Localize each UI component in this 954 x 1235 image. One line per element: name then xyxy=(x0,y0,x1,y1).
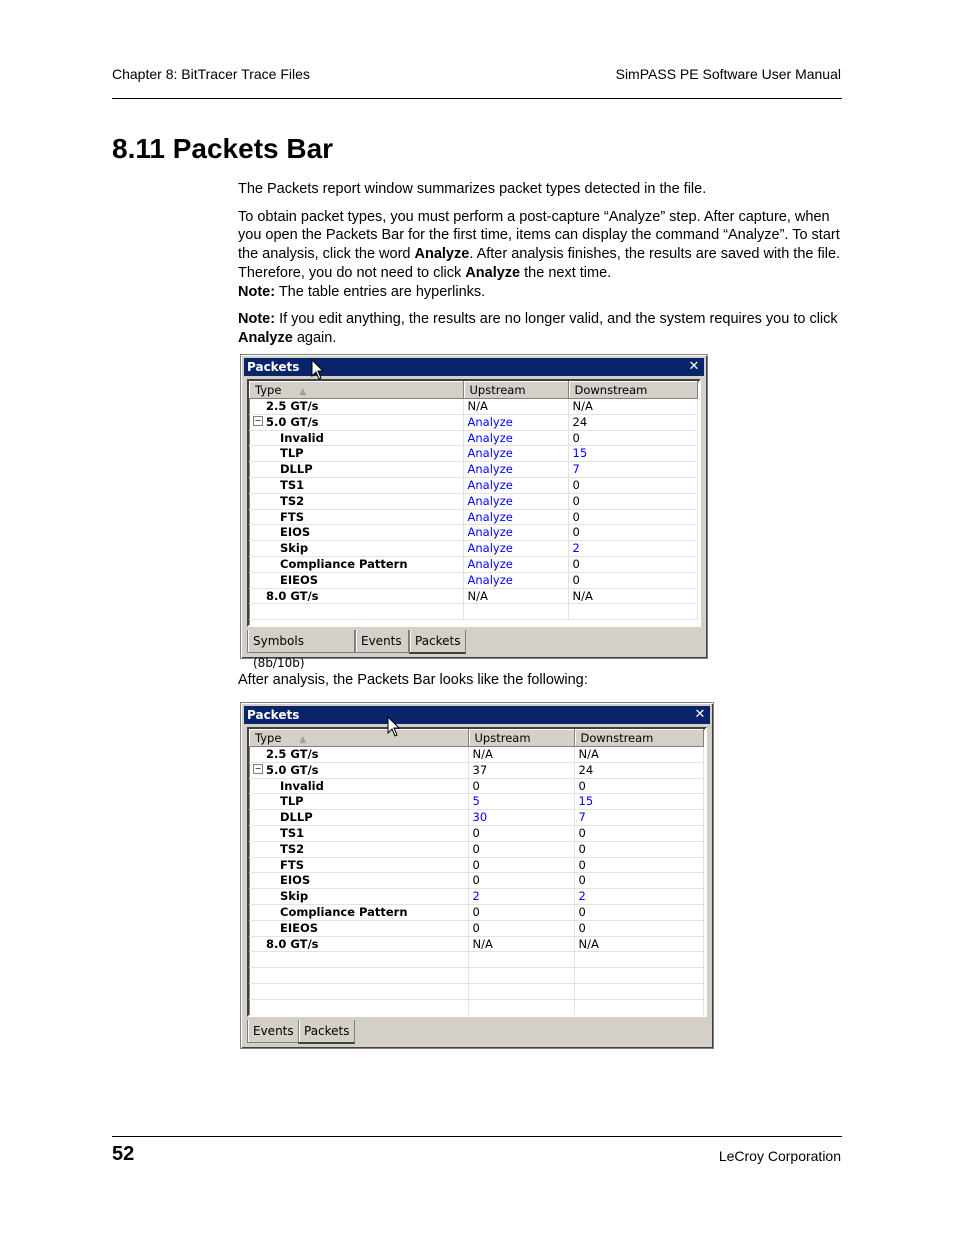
column-header-type[interactable] xyxy=(249,729,468,747)
cell-downstream[interactable]: 7 xyxy=(574,810,703,826)
footer-rule xyxy=(112,1136,842,1137)
cell-downstream: 24 xyxy=(574,762,703,778)
note-label: Note: xyxy=(238,283,276,300)
packets-table-body xyxy=(249,399,697,620)
text-run: To obtain packet types, you must perform a post-capture “Analyze” step. After capture, when you open the Packets Bar for the first time, items can display the command “Analyze”. To start the analysis, click the word xyxy=(238,208,840,263)
window-title: Packets xyxy=(247,360,300,374)
packet-type-label: Compliance Pattern xyxy=(280,904,408,919)
note-hyperlinks xyxy=(238,283,844,302)
cell-type[interactable] xyxy=(249,509,463,525)
packet-type-label: 5.0 GT/s xyxy=(266,762,319,777)
packet-type-label: TS1 xyxy=(280,825,305,840)
cell-downstream: 0 xyxy=(568,430,697,446)
tab-events[interactable]: Events xyxy=(355,630,409,653)
cell-type[interactable] xyxy=(249,525,463,541)
cell-type[interactable] xyxy=(249,414,463,430)
cell-downstream xyxy=(574,999,703,1015)
packet-type-label: Compliance Pattern xyxy=(280,556,408,571)
text-run: The table entries are hyperlinks. xyxy=(275,283,486,300)
packet-type-label: DLLP xyxy=(280,810,313,825)
packet-type-label: EIEOS xyxy=(280,920,319,935)
cell-upstream[interactable]: Analyze xyxy=(463,541,568,557)
cell-upstream[interactable]: 2 xyxy=(468,889,574,905)
cell-type[interactable] xyxy=(249,810,468,826)
cell-type[interactable] xyxy=(249,572,463,588)
cell-upstream[interactable]: Analyze xyxy=(463,414,568,430)
cell-type[interactable] xyxy=(249,462,463,478)
cell-upstream[interactable]: Analyze xyxy=(463,446,568,462)
text-run-bold: Analyze xyxy=(414,246,470,263)
packet-type-label: TLP xyxy=(280,446,304,461)
table-row[interactable] xyxy=(249,920,703,936)
page-header-chapter: Chapter 8: BitTracer Trace Files xyxy=(112,66,310,82)
cell-type[interactable] xyxy=(249,904,468,920)
tab-events[interactable]: Events xyxy=(247,1020,299,1043)
cell-upstream xyxy=(468,999,574,1015)
packet-type-label: 2.5 GT/s xyxy=(266,399,319,413)
table-row[interactable] xyxy=(249,904,703,920)
cell-downstream: 24 xyxy=(568,414,697,430)
close-icon[interactable]: ✕ xyxy=(688,359,700,374)
sort-arrow-icon: ▲ xyxy=(299,386,307,397)
cell-type[interactable] xyxy=(249,841,468,857)
packet-type-label: 8.0 GT/s xyxy=(266,936,319,951)
packet-type-label: TS2 xyxy=(280,493,305,508)
text-run: again. xyxy=(292,329,337,346)
cell-downstream: 0 xyxy=(568,493,697,509)
column-label: Type xyxy=(255,730,282,745)
cell-upstream[interactable]: 30 xyxy=(468,810,574,826)
cell-downstream xyxy=(574,968,703,984)
packet-type-label: Invalid xyxy=(280,430,324,445)
cell-upstream: 0 xyxy=(468,873,574,889)
cell-upstream xyxy=(468,968,574,984)
packet-type-label: EIOS xyxy=(280,525,311,540)
cell-type[interactable] xyxy=(249,588,463,604)
table-row[interactable] xyxy=(249,952,703,968)
text-run-bold: Analyze xyxy=(465,264,521,281)
table-row[interactable] xyxy=(249,556,697,572)
packets-grid-frame xyxy=(247,379,701,627)
cell-downstream: 0 xyxy=(574,841,703,857)
page-number: 52 xyxy=(112,1143,135,1165)
column-header-upstream[interactable]: Upstream xyxy=(463,381,568,399)
cell-upstream[interactable]: 5 xyxy=(468,794,574,810)
cell-type[interactable] xyxy=(249,794,468,810)
cell-downstream xyxy=(568,604,697,620)
cell-upstream xyxy=(468,952,574,968)
cell-downstream[interactable]: 15 xyxy=(568,446,697,462)
cell-upstream[interactable]: Analyze xyxy=(463,556,568,572)
cell-upstream: 0 xyxy=(468,778,574,794)
column-header-upstream[interactable]: Upstream xyxy=(468,729,574,747)
section-title: 8.11 Packets Bar xyxy=(112,133,334,164)
table-row[interactable] xyxy=(249,572,697,588)
cell-type[interactable] xyxy=(249,477,463,493)
mouse-cursor-icon xyxy=(311,359,325,381)
packet-type-label: TLP xyxy=(280,794,304,809)
column-label: Type xyxy=(255,382,282,397)
cell-type[interactable] xyxy=(249,857,468,873)
packet-type-label: DLLP xyxy=(280,462,313,477)
text-run-bold: Analyze xyxy=(238,329,293,346)
mouse-cursor-icon xyxy=(387,716,401,738)
cell-downstream: N/A xyxy=(574,936,703,952)
cell-upstream[interactable]: Analyze xyxy=(463,493,568,509)
text-run: If you edit anything, the results are no longer valid, and the system requires you to click xyxy=(275,311,838,328)
table-row[interactable] xyxy=(249,778,703,794)
table-row[interactable] xyxy=(249,841,703,857)
cell-upstream xyxy=(463,604,568,620)
window-title-bar xyxy=(244,706,710,724)
column-header-type[interactable] xyxy=(249,381,463,399)
cell-type[interactable] xyxy=(249,541,463,557)
cell-downstream xyxy=(574,983,703,999)
cell-upstream[interactable]: Analyze xyxy=(463,477,568,493)
cell-type[interactable] xyxy=(249,556,463,572)
paragraph-intro: The Packets report window summarizes packet types detected in the file. xyxy=(238,181,707,197)
packet-type-label: 5.0 GT/s xyxy=(266,414,319,429)
cell-upstream xyxy=(468,983,574,999)
cell-upstream: 0 xyxy=(468,857,574,873)
column-header-downstream[interactable]: Downstream xyxy=(568,381,697,399)
cell-upstream: 37 xyxy=(468,762,574,778)
tab-strip xyxy=(247,1020,708,1044)
cell-type[interactable] xyxy=(249,889,468,905)
cell-type[interactable] xyxy=(249,493,463,509)
table-row[interactable] xyxy=(249,889,703,905)
cell-type[interactable] xyxy=(249,952,468,968)
packet-type-label: FTS xyxy=(280,857,304,872)
table-row[interactable] xyxy=(249,509,697,525)
table-row[interactable] xyxy=(249,399,697,415)
paragraph-after-analysis: After analysis, the Packets Bar looks like the following: xyxy=(238,672,588,688)
packets-window-after xyxy=(240,702,714,1049)
cell-upstream: 0 xyxy=(468,825,574,841)
cell-upstream: 0 xyxy=(468,904,574,920)
packets-table xyxy=(249,729,704,1016)
table-row[interactable] xyxy=(249,541,697,557)
cell-downstream: 0 xyxy=(574,920,703,936)
cell-upstream: N/A xyxy=(463,588,568,604)
cell-type[interactable] xyxy=(249,762,468,778)
cell-downstream: N/A xyxy=(568,399,697,415)
footer-company: LeCroy Corporation xyxy=(718,1148,841,1164)
packet-type-label: Skip xyxy=(280,541,309,556)
cell-upstream[interactable]: Analyze xyxy=(463,572,568,588)
cell-upstream[interactable]: Analyze xyxy=(463,525,568,541)
cell-downstream: N/A xyxy=(568,588,697,604)
cell-upstream: N/A xyxy=(468,747,574,763)
table-row[interactable] xyxy=(249,747,703,763)
packets-window-before xyxy=(240,354,708,670)
body-text xyxy=(238,180,844,348)
header-rule xyxy=(112,98,842,99)
cell-downstream[interactable]: 7 xyxy=(568,462,697,478)
text-run: the next time. xyxy=(520,264,612,281)
tab-symbols[interactable]: Symbols (8b/10b) xyxy=(247,630,355,653)
table-row[interactable] xyxy=(249,873,703,889)
packet-type-label: TS2 xyxy=(280,841,305,856)
cell-downstream[interactable]: 2 xyxy=(568,541,697,557)
table-row[interactable] xyxy=(249,857,703,873)
packet-type-label: Skip xyxy=(280,889,309,904)
cell-upstream: N/A xyxy=(468,936,574,952)
packet-type-label: Invalid xyxy=(280,778,324,793)
cell-type[interactable] xyxy=(249,430,463,446)
cell-upstream[interactable]: Analyze xyxy=(463,509,568,525)
cell-downstream: 0 xyxy=(574,778,703,794)
tab-strip xyxy=(247,630,702,670)
collapse-toggle-icon[interactable]: − xyxy=(254,416,262,426)
sort-arrow-icon: ▲ xyxy=(299,734,307,745)
packets-table-body xyxy=(249,747,703,1016)
packet-type-label: 2.5 GT/s xyxy=(266,747,319,761)
packets-table xyxy=(249,381,698,620)
cell-upstream: 0 xyxy=(468,841,574,857)
table-row[interactable] xyxy=(249,414,697,430)
table-row[interactable] xyxy=(249,477,697,493)
cell-downstream: 0 xyxy=(568,477,697,493)
cell-type[interactable] xyxy=(249,999,468,1015)
table-row[interactable] xyxy=(249,446,697,462)
table-row[interactable] xyxy=(249,825,703,841)
cell-type[interactable] xyxy=(249,983,468,999)
table-row[interactable] xyxy=(249,604,697,620)
cell-downstream: 0 xyxy=(568,509,697,525)
window-title: Packets xyxy=(247,708,300,722)
cell-type[interactable] xyxy=(249,873,468,889)
cell-downstream: 0 xyxy=(568,572,697,588)
text-run: . After analysis finishes, the results are saved with the file. Therefore, you do not need to click xyxy=(238,246,841,281)
cell-downstream xyxy=(574,952,703,968)
table-row[interactable] xyxy=(249,794,703,810)
cell-downstream: 0 xyxy=(574,825,703,841)
page-header-manual: SimPASS PE Software User Manual xyxy=(615,66,841,82)
paragraph-analyze xyxy=(238,208,844,283)
cell-type[interactable] xyxy=(249,604,463,620)
cell-downstream: 0 xyxy=(574,873,703,889)
cell-upstream: 0 xyxy=(468,920,574,936)
packets-grid-frame xyxy=(247,727,707,1017)
cell-downstream: 0 xyxy=(568,556,697,572)
table-row[interactable] xyxy=(249,968,703,984)
cell-downstream[interactable]: 2 xyxy=(574,889,703,905)
cell-type[interactable] xyxy=(249,747,468,763)
cell-downstream: 0 xyxy=(568,525,697,541)
table-row[interactable] xyxy=(249,493,697,509)
cell-downstream: N/A xyxy=(574,747,703,763)
table-row[interactable] xyxy=(249,810,703,826)
packet-type-label: 8.0 GT/s xyxy=(266,588,319,603)
cell-downstream: 0 xyxy=(574,857,703,873)
cell-type[interactable] xyxy=(249,446,463,462)
packet-type-label: FTS xyxy=(280,509,304,524)
packet-type-label: TS1 xyxy=(280,477,305,492)
close-icon[interactable]: ✕ xyxy=(694,707,706,722)
table-row[interactable] xyxy=(249,999,703,1015)
tab-packets[interactable]: Packets xyxy=(298,1020,355,1044)
table-row[interactable] xyxy=(249,983,703,999)
cell-upstream: N/A xyxy=(463,399,568,415)
table-row[interactable] xyxy=(249,525,697,541)
column-header-downstream[interactable]: Downstream xyxy=(574,729,703,747)
cell-type[interactable] xyxy=(249,399,463,415)
cell-upstream[interactable]: Analyze xyxy=(463,462,568,478)
note-edit xyxy=(238,310,844,347)
cell-type[interactable] xyxy=(249,778,468,794)
collapse-toggle-icon[interactable]: − xyxy=(254,764,262,774)
table-row[interactable] xyxy=(249,762,703,778)
table-row[interactable] xyxy=(249,462,697,478)
cell-upstream[interactable]: Analyze xyxy=(463,430,568,446)
note-label: Note: xyxy=(238,311,276,328)
table-row[interactable] xyxy=(249,936,703,952)
cell-type[interactable] xyxy=(249,825,468,841)
table-row[interactable] xyxy=(249,588,697,604)
packet-type-label: EIOS xyxy=(280,873,311,888)
tab-packets[interactable]: Packets xyxy=(409,630,466,654)
cell-downstream: 0 xyxy=(574,904,703,920)
packet-type-label: EIEOS xyxy=(280,572,319,587)
cell-type[interactable] xyxy=(249,920,468,936)
cell-type[interactable] xyxy=(249,936,468,952)
cell-downstream[interactable]: 15 xyxy=(574,794,703,810)
cell-type[interactable] xyxy=(249,968,468,984)
table-row[interactable] xyxy=(249,430,697,446)
